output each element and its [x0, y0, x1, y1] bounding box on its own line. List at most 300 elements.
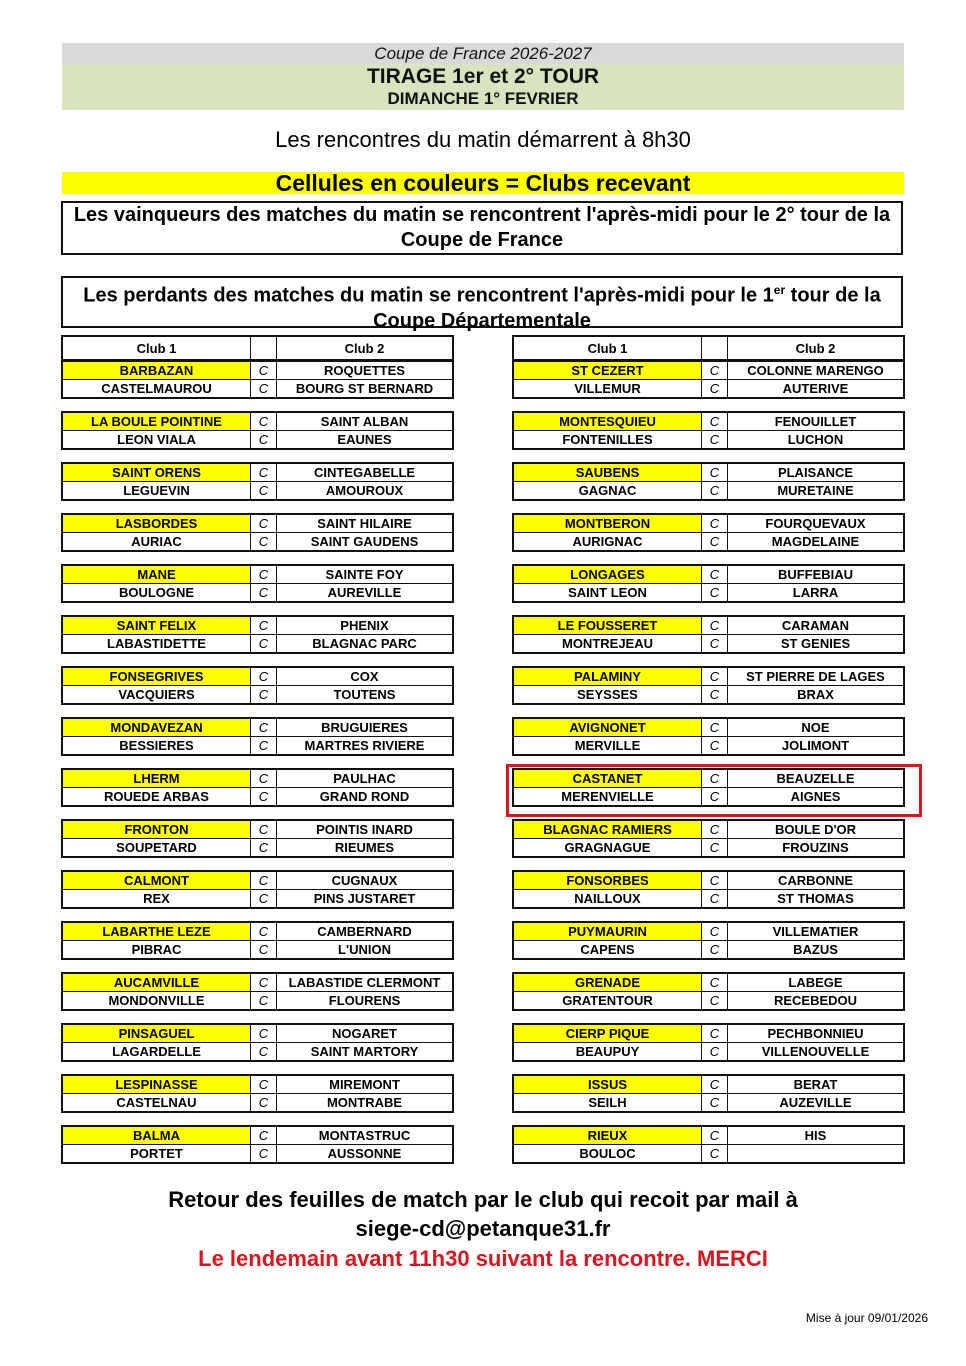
match-block	[61, 564, 454, 603]
table-row	[62, 533, 453, 552]
club1-cell: LESPINASSE	[62, 1075, 251, 1094]
c-cell: C	[702, 412, 728, 431]
table-row	[513, 1126, 904, 1145]
right-header	[512, 335, 905, 361]
club2-cell: ST GENIES	[728, 635, 905, 654]
table-row	[62, 1024, 453, 1043]
club1-cell: LASBORDES	[62, 514, 251, 533]
table-row	[62, 431, 453, 450]
club1-cell: FONSORBES	[513, 871, 702, 890]
club2-cell: LUCHON	[728, 431, 905, 450]
club2-cell: ST PIERRE DE LAGES	[728, 667, 905, 686]
match-block	[61, 921, 454, 960]
club1-cell: LONGAGES	[513, 565, 702, 584]
match-block	[512, 1125, 905, 1164]
footer-instructions	[0, 1185, 966, 1243]
match-block	[61, 615, 454, 654]
c-cell: C	[702, 514, 728, 533]
club2-cell: NOE	[728, 718, 905, 737]
c-cell: C	[702, 922, 728, 941]
match-block	[61, 462, 454, 501]
club1-cell: VACQUIERS	[62, 686, 251, 705]
club1-cell: MONDONVILLE	[62, 992, 251, 1011]
club1-cell: GRENADE	[513, 973, 702, 992]
table-row	[62, 718, 453, 737]
highlight-box	[506, 764, 922, 817]
club1-cell: RIEUX	[513, 1126, 702, 1145]
club1-cell: GRATENTOUR	[513, 992, 702, 1011]
table-row	[513, 431, 904, 450]
club1-cell: CASTANET	[513, 769, 702, 788]
club1-cell: LA BOULE POINTINE	[62, 412, 251, 431]
c-cell: C	[702, 737, 728, 756]
table-row	[513, 533, 904, 552]
match-block	[512, 1023, 905, 1062]
table-row	[62, 1126, 453, 1145]
club2-cell: BAZUS	[728, 941, 905, 960]
table-row	[513, 565, 904, 584]
footer-email[interactable]: siege-cd@petanque31.fr	[355, 1216, 611, 1241]
table-row	[62, 737, 453, 756]
club1-cell: AVIGNONET	[513, 718, 702, 737]
table-row	[513, 482, 904, 501]
c-cell: C	[702, 635, 728, 654]
match-block	[512, 717, 905, 756]
club2-cell: FENOUILLET	[728, 412, 905, 431]
club1-cell: ISSUS	[513, 1075, 702, 1094]
c-cell: C	[251, 584, 277, 603]
table-row	[513, 514, 904, 533]
club2-cell: AMOUROUX	[277, 482, 454, 501]
club2-cell: BOULE D'OR	[728, 820, 905, 839]
c-cell: C	[702, 871, 728, 890]
club2-cell: CAMBERNARD	[277, 922, 454, 941]
table-row	[62, 890, 453, 909]
table-row	[513, 584, 904, 603]
c-cell: C	[702, 667, 728, 686]
match-block	[512, 921, 905, 960]
club1-cell: MONTBERON	[513, 514, 702, 533]
c-cell: C	[251, 565, 277, 584]
c-cell: C	[251, 718, 277, 737]
table-row	[62, 635, 453, 654]
table-row	[513, 820, 904, 839]
match-block	[512, 513, 905, 552]
c-cell: C	[251, 431, 277, 450]
table-row	[62, 463, 453, 482]
club2-cell: RECEBEDOU	[728, 992, 905, 1011]
draw-date: DIMANCHE 1° FEVRIER	[387, 89, 579, 108]
club2-cell: MARTRES RIVIERE	[277, 737, 454, 756]
match-block	[512, 360, 905, 399]
table-row	[513, 1075, 904, 1094]
match-block	[512, 972, 905, 1011]
club1-cell: PORTET	[62, 1145, 251, 1164]
table-row	[62, 820, 453, 839]
c-cell: C	[702, 890, 728, 909]
match-block	[512, 1074, 905, 1113]
club2-cell: COX	[277, 667, 454, 686]
match-block	[61, 513, 454, 552]
c-cell: C	[702, 718, 728, 737]
match-block	[512, 615, 905, 654]
c-cell: C	[702, 1043, 728, 1062]
table-row	[513, 1094, 904, 1113]
club2-cell: NOGARET	[277, 1024, 454, 1043]
table-row	[513, 667, 904, 686]
club2-cell: FLOURENS	[277, 992, 454, 1011]
match-block	[512, 564, 905, 603]
club2-cell: SAINTE FOY	[277, 565, 454, 584]
match-block	[61, 972, 454, 1011]
club2-cell: ST THOMAS	[728, 890, 905, 909]
club1-cell: VILLEMUR	[513, 380, 702, 399]
club1-cell: NAILLOUX	[513, 890, 702, 909]
club2-cell: EAUNES	[277, 431, 454, 450]
c-cell: C	[702, 616, 728, 635]
club1-cell: CAPENS	[513, 941, 702, 960]
club1-cell: PINSAGUEL	[62, 1024, 251, 1043]
table-row	[62, 361, 453, 380]
club2-cell	[728, 1145, 905, 1164]
update-date: Mise à jour 09/01/2026	[805, 1311, 928, 1325]
c-cell: C	[251, 514, 277, 533]
club1-cell: BEAUPUY	[513, 1043, 702, 1062]
c-cell: C	[702, 380, 728, 399]
c-cell: C	[251, 533, 277, 552]
table-row	[513, 922, 904, 941]
table-row	[62, 584, 453, 603]
club2-cell: MAGDELAINE	[728, 533, 905, 552]
club1-cell: PUYMAURIN	[513, 922, 702, 941]
table-row	[62, 1145, 453, 1164]
title-block	[62, 64, 904, 110]
c-cell: C	[251, 1075, 277, 1094]
club2-cell: AUTERIVE	[728, 380, 905, 399]
table-row	[62, 973, 453, 992]
c-cell: C	[702, 1094, 728, 1113]
club1-cell: GAGNAC	[513, 482, 702, 501]
club1-cell: BOULOGNE	[62, 584, 251, 603]
table-row	[513, 412, 904, 431]
club2-cell: BOURG ST BERNARD	[277, 380, 454, 399]
match-block	[512, 870, 905, 909]
match-block	[61, 1074, 454, 1113]
club2-cell: CINTEGABELLE	[277, 463, 454, 482]
c-header	[702, 336, 728, 360]
club1-cell: SAUBENS	[513, 463, 702, 482]
club2-cell: BERAT	[728, 1075, 905, 1094]
c-cell: C	[702, 992, 728, 1011]
club2-cell: BRAX	[728, 686, 905, 705]
table-row	[62, 992, 453, 1011]
club2-header: Club 2	[728, 336, 905, 360]
table-row	[513, 973, 904, 992]
club2-cell: ROQUETTES	[277, 361, 454, 380]
c-cell: C	[251, 941, 277, 960]
table-row	[513, 361, 904, 380]
table-row	[62, 1043, 453, 1062]
match-block	[61, 666, 454, 705]
club1-cell: SAINT LEON	[513, 584, 702, 603]
club1-cell: ROUEDE ARBAS	[62, 788, 251, 807]
table-row	[62, 412, 453, 431]
club2-cell: COLONNE MARENGO	[728, 361, 905, 380]
club1-cell: CASTELMAUROU	[62, 380, 251, 399]
table-row	[62, 1094, 453, 1113]
table-row	[62, 941, 453, 960]
club2-cell: LARRA	[728, 584, 905, 603]
c-cell: C	[251, 1145, 277, 1164]
footer-deadline: Le lendemain avant 11h30 suivant la rencontre. MERCI	[198, 1246, 768, 1271]
club2-cell: PINS JUSTARET	[277, 890, 454, 909]
club2-cell: MURETAINE	[728, 482, 905, 501]
c-cell: C	[702, 431, 728, 450]
match-block	[61, 870, 454, 909]
club2-cell: PLAISANCE	[728, 463, 905, 482]
club2-cell: BLAGNAC PARC	[277, 635, 454, 654]
c-cell: C	[251, 1126, 277, 1145]
club2-cell: LABASTIDE CLERMONT	[277, 973, 454, 992]
table-row	[62, 380, 453, 399]
club2-cell: TOUTENS	[277, 686, 454, 705]
club2-cell: CARBONNE	[728, 871, 905, 890]
table-row	[62, 1075, 453, 1094]
color-legend: Cellules en couleurs = Clubs recevant	[62, 172, 904, 194]
club1-cell: SOUPETARD	[62, 839, 251, 858]
club2-cell: SAINT ALBAN	[277, 412, 454, 431]
table-row	[62, 667, 453, 686]
club2-cell: FROUZINS	[728, 839, 905, 858]
club1-cell: LABARTHE LEZE	[62, 922, 251, 941]
match-block	[61, 360, 454, 399]
club1-cell: LEGUEVIN	[62, 482, 251, 501]
c-cell: C	[702, 361, 728, 380]
losers-sup: er	[773, 283, 786, 297]
losers-text-end: tour de la Coupe Départementale	[373, 284, 881, 332]
club2-cell: BEAUZELLE	[728, 769, 905, 788]
table-row	[62, 871, 453, 890]
match-block	[61, 717, 454, 756]
table-row	[513, 890, 904, 909]
table-row	[62, 839, 453, 858]
club1-cell: CIERP PIQUE	[513, 1024, 702, 1043]
c-cell: C	[251, 482, 277, 501]
club1-cell: REX	[62, 890, 251, 909]
table-row	[513, 616, 904, 635]
c-cell: C	[251, 361, 277, 380]
club1-cell: SAINT FELIX	[62, 616, 251, 635]
c-cell: C	[251, 820, 277, 839]
c-cell: C	[702, 533, 728, 552]
c-cell: C	[251, 686, 277, 705]
club2-cell: JOLIMONT	[728, 737, 905, 756]
table-row	[62, 482, 453, 501]
club1-cell: MONTESQUIEU	[513, 412, 702, 431]
club1-header: Club 1	[513, 336, 702, 360]
c-cell: C	[251, 922, 277, 941]
club2-cell: BUFFEBIAU	[728, 565, 905, 584]
winners-note: Les vainqueurs des matches du matin se rencontrent l'après-midi pour le 2° tour de la Coupe de France	[61, 201, 903, 255]
c-cell: C	[702, 820, 728, 839]
c-cell: C	[702, 482, 728, 501]
club1-cell: LABASTIDETTE	[62, 635, 251, 654]
table-row	[513, 686, 904, 705]
club2-cell: CUGNAUX	[277, 871, 454, 890]
club1-cell: BALMA	[62, 1126, 251, 1145]
table-row	[62, 686, 453, 705]
club1-cell: MONTREJEAU	[513, 635, 702, 654]
c-cell: C	[251, 992, 277, 1011]
club2-cell: LABEGE	[728, 973, 905, 992]
c-cell: C	[251, 871, 277, 890]
table-row	[62, 769, 453, 788]
c-cell: C	[251, 412, 277, 431]
club1-cell: MONDAVEZAN	[62, 718, 251, 737]
club1-cell: GRAGNAGUE	[513, 839, 702, 858]
club2-cell: AUREVILLE	[277, 584, 454, 603]
club1-cell: SAINT ORENS	[62, 463, 251, 482]
c-cell: C	[702, 839, 728, 858]
c-cell: C	[251, 667, 277, 686]
c-header	[251, 336, 277, 360]
c-cell: C	[251, 1024, 277, 1043]
table-row	[513, 463, 904, 482]
table-row	[513, 839, 904, 858]
c-cell: C	[251, 839, 277, 858]
match-block	[61, 411, 454, 450]
c-cell: C	[251, 788, 277, 807]
match-block	[61, 819, 454, 858]
match-block	[512, 819, 905, 858]
c-cell: C	[702, 584, 728, 603]
club2-cell: SAINT MARTORY	[277, 1043, 454, 1062]
c-cell: C	[251, 890, 277, 909]
c-cell: C	[702, 941, 728, 960]
club2-header: Club 2	[277, 336, 454, 360]
club2-cell: L'UNION	[277, 941, 454, 960]
table-row	[513, 737, 904, 756]
table-row	[513, 871, 904, 890]
club1-header: Club 1	[62, 336, 251, 360]
club1-cell: LEON VIALA	[62, 431, 251, 450]
club1-cell: LHERM	[62, 769, 251, 788]
c-cell: C	[251, 769, 277, 788]
draw-title: TIRAGE 1er et 2° TOUR	[366, 65, 600, 88]
match-block	[61, 768, 454, 807]
club1-cell: AURIAC	[62, 533, 251, 552]
losers-note	[61, 276, 903, 332]
table-row	[62, 788, 453, 807]
match-block	[61, 1125, 454, 1164]
c-cell: C	[251, 463, 277, 482]
club1-cell: BARBAZAN	[62, 361, 251, 380]
club1-cell: CASTELNAU	[62, 1094, 251, 1113]
match-block	[61, 1023, 454, 1062]
table-row	[513, 1024, 904, 1043]
c-cell: C	[251, 635, 277, 654]
club2-cell: AIGNES	[728, 788, 905, 807]
c-cell: C	[702, 973, 728, 992]
club1-cell: MANE	[62, 565, 251, 584]
club2-cell: SAINT GAUDENS	[277, 533, 454, 552]
club1-cell: FRONTON	[62, 820, 251, 839]
club2-cell: FOURQUEVAUX	[728, 514, 905, 533]
club1-cell: MERVILLE	[513, 737, 702, 756]
club1-cell: AURIGNAC	[513, 533, 702, 552]
table-row	[513, 380, 904, 399]
match-block	[512, 462, 905, 501]
losers-text: Les perdants des matches du matin se rencontrent l'après-midi pour le 1	[83, 284, 774, 307]
club1-cell: CALMONT	[62, 871, 251, 890]
table-row	[513, 718, 904, 737]
club2-cell: PECHBONNIEU	[728, 1024, 905, 1043]
club2-cell: POINTIS INARD	[277, 820, 454, 839]
c-cell: C	[251, 616, 277, 635]
club2-cell: CARAMAN	[728, 616, 905, 635]
c-cell: C	[702, 1024, 728, 1043]
club1-cell: BOULOC	[513, 1145, 702, 1164]
club2-cell: PAULHAC	[277, 769, 454, 788]
table-row	[62, 922, 453, 941]
c-cell: C	[702, 788, 728, 807]
club2-cell: VILLEMATIER	[728, 922, 905, 941]
table-row	[513, 635, 904, 654]
c-cell: C	[702, 565, 728, 584]
c-cell: C	[702, 769, 728, 788]
table-row	[62, 565, 453, 584]
club1-cell: LAGARDELLE	[62, 1043, 251, 1062]
c-cell: C	[251, 1043, 277, 1062]
match-block	[512, 411, 905, 450]
c-cell: C	[251, 973, 277, 992]
club1-cell: BLAGNAC RAMIERS	[513, 820, 702, 839]
club2-cell: BRUGUIERES	[277, 718, 454, 737]
club1-cell: FONSEGRIVES	[62, 667, 251, 686]
c-cell: C	[702, 463, 728, 482]
club1-cell: AUCAMVILLE	[62, 973, 251, 992]
table-row	[62, 514, 453, 533]
table-row	[513, 1043, 904, 1062]
match-block	[512, 666, 905, 705]
club2-cell: AUSSONNE	[277, 1145, 454, 1164]
footer-line1: Retour des feuilles de match par le club qui recoit par mail à	[168, 1187, 798, 1212]
club1-cell: SEILH	[513, 1094, 702, 1113]
club2-cell: GRAND ROND	[277, 788, 454, 807]
c-cell: C	[702, 1126, 728, 1145]
club2-cell: MONTRABE	[277, 1094, 454, 1113]
table-row	[513, 1145, 904, 1164]
start-time-text: Les rencontres du matin démarrent à 8h30	[275, 127, 691, 152]
c-cell: C	[702, 686, 728, 705]
club1-cell: BESSIERES	[62, 737, 251, 756]
club1-cell: MERENVIELLE	[513, 788, 702, 807]
c-cell: C	[251, 1094, 277, 1113]
club1-cell: PALAMINY	[513, 667, 702, 686]
c-cell: C	[702, 1145, 728, 1164]
c-cell: C	[702, 1075, 728, 1094]
club1-cell: LE FOUSSERET	[513, 616, 702, 635]
club2-cell: PHENIX	[277, 616, 454, 635]
club1-cell: PIBRAC	[62, 941, 251, 960]
left-header	[61, 335, 454, 361]
table-row	[513, 992, 904, 1011]
club2-cell: MONTASTRUC	[277, 1126, 454, 1145]
club2-cell: AUZEVILLE	[728, 1094, 905, 1113]
club2-cell: MIREMONT	[277, 1075, 454, 1094]
club1-cell: SEYSSES	[513, 686, 702, 705]
table-row	[62, 616, 453, 635]
